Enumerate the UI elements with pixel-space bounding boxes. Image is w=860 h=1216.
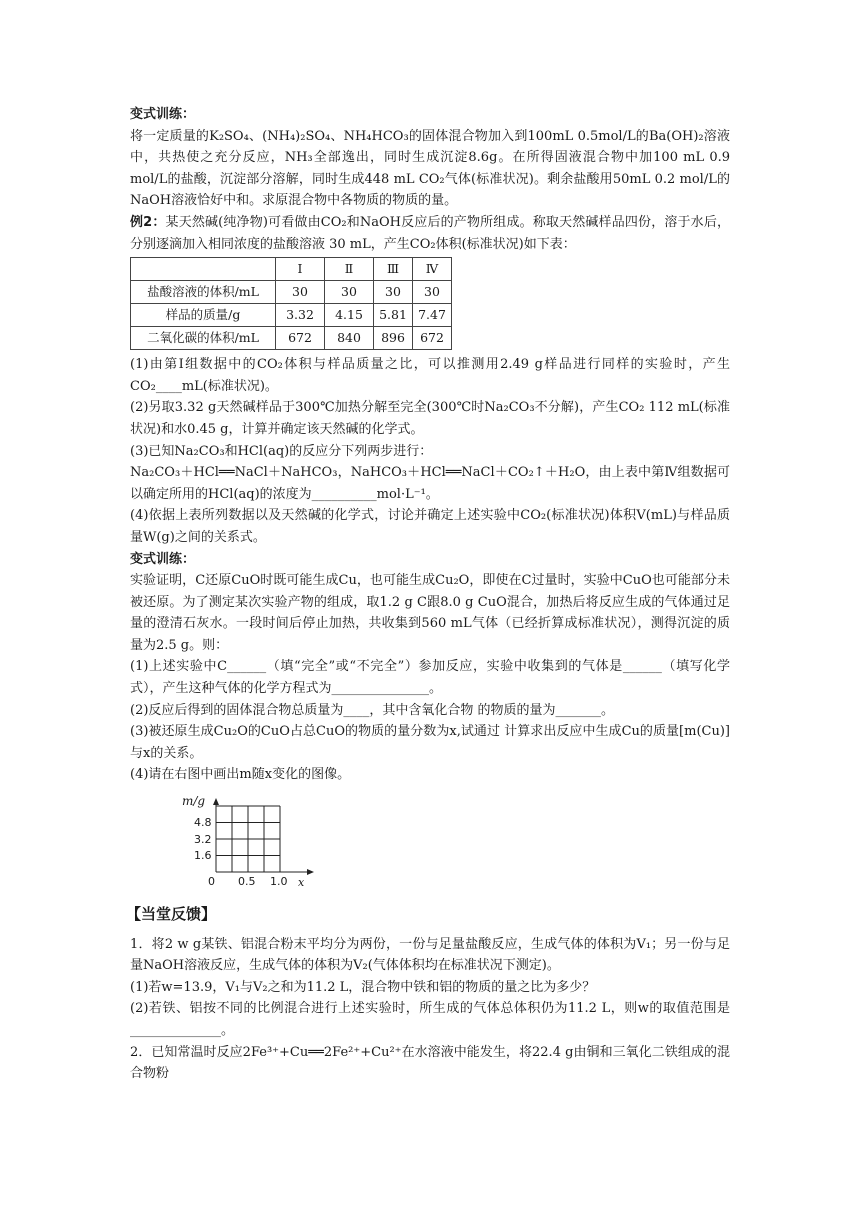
x-tick-label: 0.5 (238, 875, 256, 889)
variant2-heading: 变式训练： (130, 551, 196, 567)
y-tick-label: 1.6 (194, 849, 212, 863)
feedback-q1: 1．将2 w g某铁、铝混合粉末平均分为两份，一份与足量盐酸反应，生成气体的体积为V₁；另一份与足量NaOH溶液反应，生成气体的体积为V₂(气体体积均在标准状况下测定)。 (130, 936, 730, 974)
table-row-label: 二氧化碳的体积/mL (131, 327, 276, 350)
table-header-cell (131, 258, 276, 281)
grid-lines (216, 804, 310, 872)
example2-q2: (2)另取3.32 g天然碱样品于300℃加热分解至完全(300℃时Na₂CO₃不分解)，产生CO₂ 112 mL(标准状况)和水0.45 g，计算并确定该天然碱的化学式。 (130, 400, 730, 437)
table-header-cell: Ⅳ (413, 258, 452, 281)
feedback-q1b: (2)若铁、铝按不同的比例混合进行上述实验时，所生成的气体总体积仍为11.2 L，则w的取值范围是______________。 (130, 1001, 730, 1038)
co2-data-table (130, 257, 452, 350)
table-row-label: 样品的质量/g (131, 304, 276, 327)
variant2-q3: (3)被还原生成Cu₂O的CuO占总CuO的物质的量分数为x,试通过 计算求出反应中生成Cu的质量[m(Cu)]与x的关系。 (130, 724, 730, 761)
table-cell: 30 (413, 281, 452, 304)
example2-q3b: Na₂CO₃＋HCl══NaCl＋NaHCO₃，NaHCO₃＋HCl══NaCl＋CO₂↑＋H₂O，由上表中第Ⅳ组数据可以确定所用的HCl(aq)的浓度为__________mol·L⁻¹。 (130, 465, 730, 502)
example2-q4: (4)依据上表所列数据以及天然碱的化学式，讨论并确定上述实验中CO₂(标准状况)体积V(mL)与样品质量W(g)之间的关系式。 (130, 508, 730, 545)
table-header-row (131, 258, 452, 281)
table-row-label: 盐酸溶液的体积/mL (131, 281, 276, 304)
example2-intro (130, 212, 730, 255)
variant1-heading: 变式训练： (130, 107, 196, 122)
variant2-q4: (4)请在右图中画出m随x变化的图像。 (130, 767, 351, 783)
example2-intro-text: 某天然碱(纯净物)可看做由CO₂和NaOH反应后的产物所组成。称取天然碱样品四份，溶于水后，分别逐滴加入相同浓度的盐酸溶液 30 mL，产生CO₂体积(标准状况)如下表： (130, 214, 730, 252)
table-header-cell: Ⅱ (325, 258, 374, 281)
y-axis-arrow (213, 798, 219, 805)
variant2-text: 实验证明，C还原CuO时既可能生成Cu，也可能生成Cu₂O，即使在C过量时，实验中CuO也可能部分未被还原。为了测定某次实验产物的组成，取1.2 g C跟8.0 g CuO混合，加热后将反应生成的气体通过足量的澄清石灰水。一段时间后停止加热，共收集到560 mL气体（已经折算成标准状况），测得沉淀的质量为2.5 g。则： (130, 573, 730, 653)
feedback-title: 【当堂反馈】 (126, 905, 217, 924)
table-cell: 896 (374, 327, 413, 350)
table-header-cell: Ⅲ (374, 258, 413, 281)
variant2-q1: (1)上述实验中C______（填“完全”或“不完全”）参加反应，实验中收集到的气体是______（填写化学式），产生这种气体的化学方程式为_______________。 (130, 659, 730, 697)
table-row (131, 327, 452, 350)
feedback-q2: 2．已知常温时反应2Fe³⁺+Cu══2Fe²⁺+Cu²⁺在水溶液中能发生，将22.4 g由铜和三氧化二铁组成的混合物粉 (130, 1044, 730, 1082)
x-axis-arrow (307, 869, 314, 875)
table-cell: 672 (276, 327, 325, 350)
y-tick-label: 4.8 (194, 816, 212, 830)
example2-label: 例2： (130, 214, 166, 230)
x-tick-label: 1.0 (270, 875, 288, 889)
answer-grid (180, 792, 380, 890)
x-axis-label: x (298, 876, 305, 890)
table-row (131, 304, 452, 327)
y-axis-label: m/g (182, 794, 206, 809)
table-cell: 4.15 (325, 304, 374, 327)
table-cell: 672 (413, 327, 452, 350)
m-vs-x-graph (130, 792, 730, 890)
example2-q1: (1)由第Ⅰ组数据中的CO₂体积与样品质量之比，可以推测用2.49 g样品进行同样的实验时，产生CO₂____mL(标准状况)。 (130, 357, 730, 394)
table-cell: 5.81 (374, 304, 413, 327)
table-cell: 30 (325, 281, 374, 304)
variant2-q2: (2)反应后得到的固体混合物总质量为____，其中含氧化合物 的物质的量为_______。 (130, 702, 615, 718)
feedback-q1a: (1)若w=13.9，V₁与V₂之和为11.2 L，混合物中铁和铝的物质的量之比为多少？ (130, 979, 596, 995)
example2-q3a: (3)已知Na₂CO₃和HCl(aq)的反应分下列两步进行： (130, 443, 433, 459)
table-cell: 30 (276, 281, 325, 304)
variant1-text: 将一定质量的K₂SO₄、(NH₄)₂SO₄、NH₄HCO₃的固体混合物加入到100mL 0.5mol/L的Ba(OH)₂溶液中，共热使之充分反应，NH₃全部逸出，同时生成沉淀8.6g。在所得固液混合物中加100 mL 0.9 mol/L的盐酸，沉淀部分溶解，同时生成448 mL CO₂气体(标准状况)。剩余盐酸用50mL 0.2 mol/L的NaOH溶液恰好中和。求原混合物中各物质的物质的量。 (130, 128, 730, 209)
document-page (126, 104, 730, 1085)
y-tick-label: 3.2 (194, 833, 212, 847)
table-cell: 840 (325, 327, 374, 350)
table-header-cell: Ⅰ (276, 258, 325, 281)
table-cell: 30 (374, 281, 413, 304)
x-tick-label: 0 (208, 875, 215, 889)
table-cell: 7.47 (413, 304, 452, 327)
table-cell: 3.32 (276, 304, 325, 327)
table-row (131, 281, 452, 304)
